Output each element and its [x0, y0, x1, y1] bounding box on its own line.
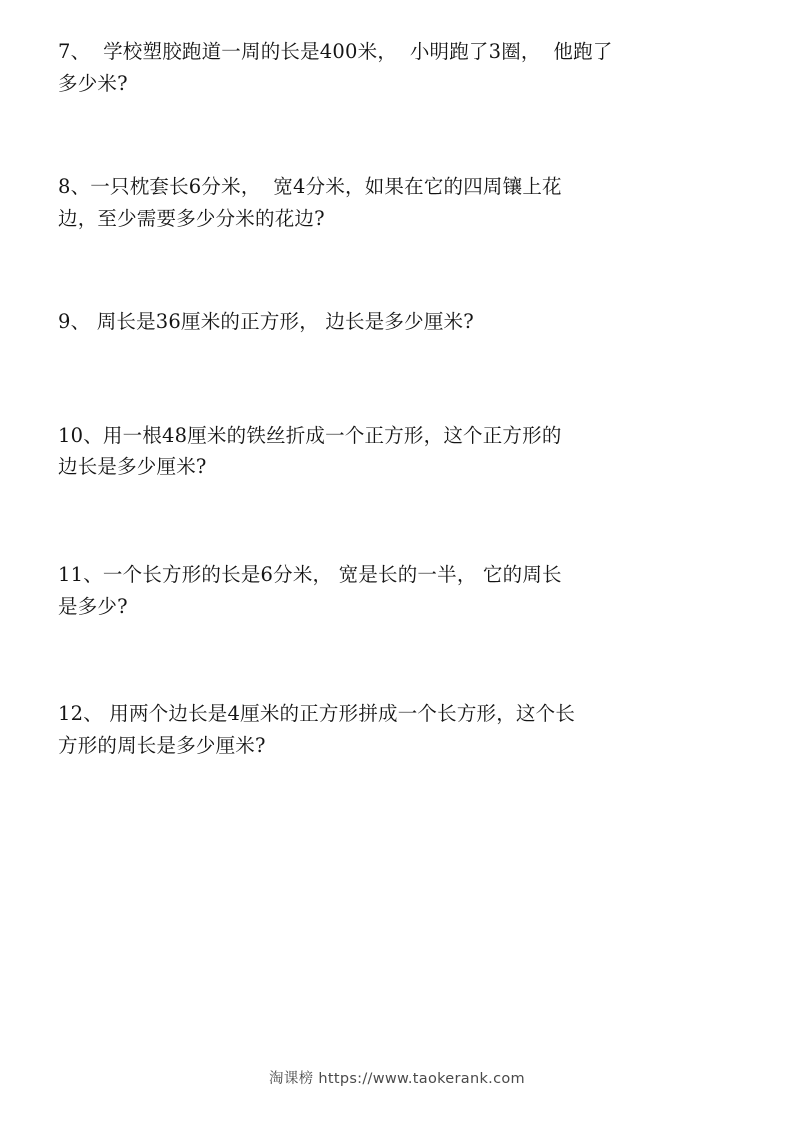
problem-line: 是多少? [58, 594, 128, 618]
problem-line: 11、一个长方形的长是6分米， 宽是长的一半， 它的周长 [58, 563, 562, 587]
problem-line: 多少米? [58, 71, 128, 95]
problem-line: 7、 学校塑胶跑道一周的长是400米， 小明跑了3圈， 他跑了 [58, 40, 613, 63]
problem-item [58, 698, 736, 761]
footer-watermark: 淘课榜 https://www.taokerank.com [269, 1071, 525, 1087]
problem-line: 方形的周长是多少厘米? [58, 733, 266, 757]
problem-line: 10、用一根48厘米的铁丝折成一个正方形，这个正方形的 [58, 423, 562, 447]
problem-line: 12、 用两个边长是4厘米的正方形拼成一个长方形，这个长 [58, 702, 576, 726]
problem-item [58, 306, 736, 338]
problem-line: 边长是多少厘米? [58, 455, 207, 479]
problem-item [58, 420, 736, 483]
problem-item [58, 559, 736, 622]
spacer [58, 234, 736, 306]
spacer [58, 483, 736, 559]
problem-item [58, 171, 736, 234]
spacer [58, 622, 736, 698]
problem-line: 边，至少需要多少分米的花边? [58, 206, 325, 230]
spacer [58, 338, 736, 420]
problem-item [58, 36, 736, 99]
problem-line: 8、一只枕套长6分米， 宽4分米，如果在它的四周镶上花 [58, 175, 562, 199]
problem-line: 9、 周长是36厘米的正方形， 边长是多少厘米? [58, 310, 474, 334]
spacer [58, 99, 736, 171]
